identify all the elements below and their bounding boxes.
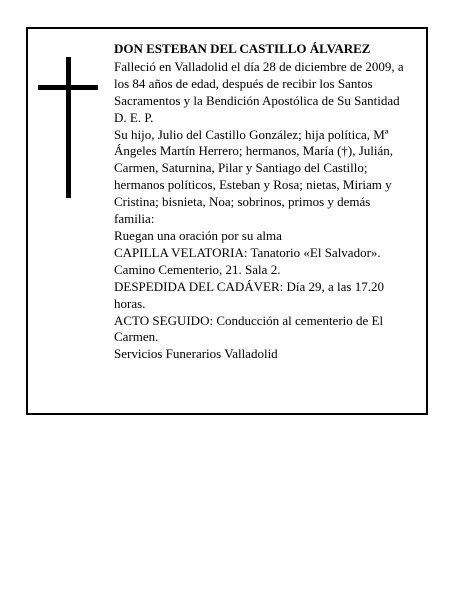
farewell-info: DESPEDIDA DEL CADÁVER: Día 29, a las 17.20 horas. [114,278,384,311]
funeral-services: Servicios Funerarios Valladolid [114,346,278,362]
afterwards-info: ACTO SEGUIDO: Conducción al cementerio de El Carmen. [114,312,384,345]
deceased-name: DON ESTEBAN DEL CASTILLO ÁLVAREZ [114,41,371,56]
rest-in-peace: D. E. P. [114,109,154,125]
chapel-info: CAPILLA VELATORIA: Tanatorio «El Salvador». Camino Cementerio, 21. Sala 2. [114,244,381,277]
obituary-notice [26,27,428,415]
cross-horizontal-bar [38,85,98,90]
obituary-text [114,41,414,363]
prayer-request: Ruegan una oración por su alma [114,227,282,243]
cross-vertical-bar [66,57,71,198]
family-list: Su hijo, Julio del Castillo González; hija política, Mª Ángeles Martín Herrero; hermanos, María (†), Julián, Carmen, Saturnina, Pilar y Santiago del Castillo; hermanos políticos, Esteban y Rosa; nietas, Miriam y Cristina; bisnieta, Noa; sobrinos, primos y demás familia: [114,126,394,227]
death-announcement: Falleció en Valladolid el día 28 de diciembre de 2009, a los 84 años de edad, después de recibir los Santos Sacramentos y la Bendición Apostólica de Su Santidad [114,58,404,108]
